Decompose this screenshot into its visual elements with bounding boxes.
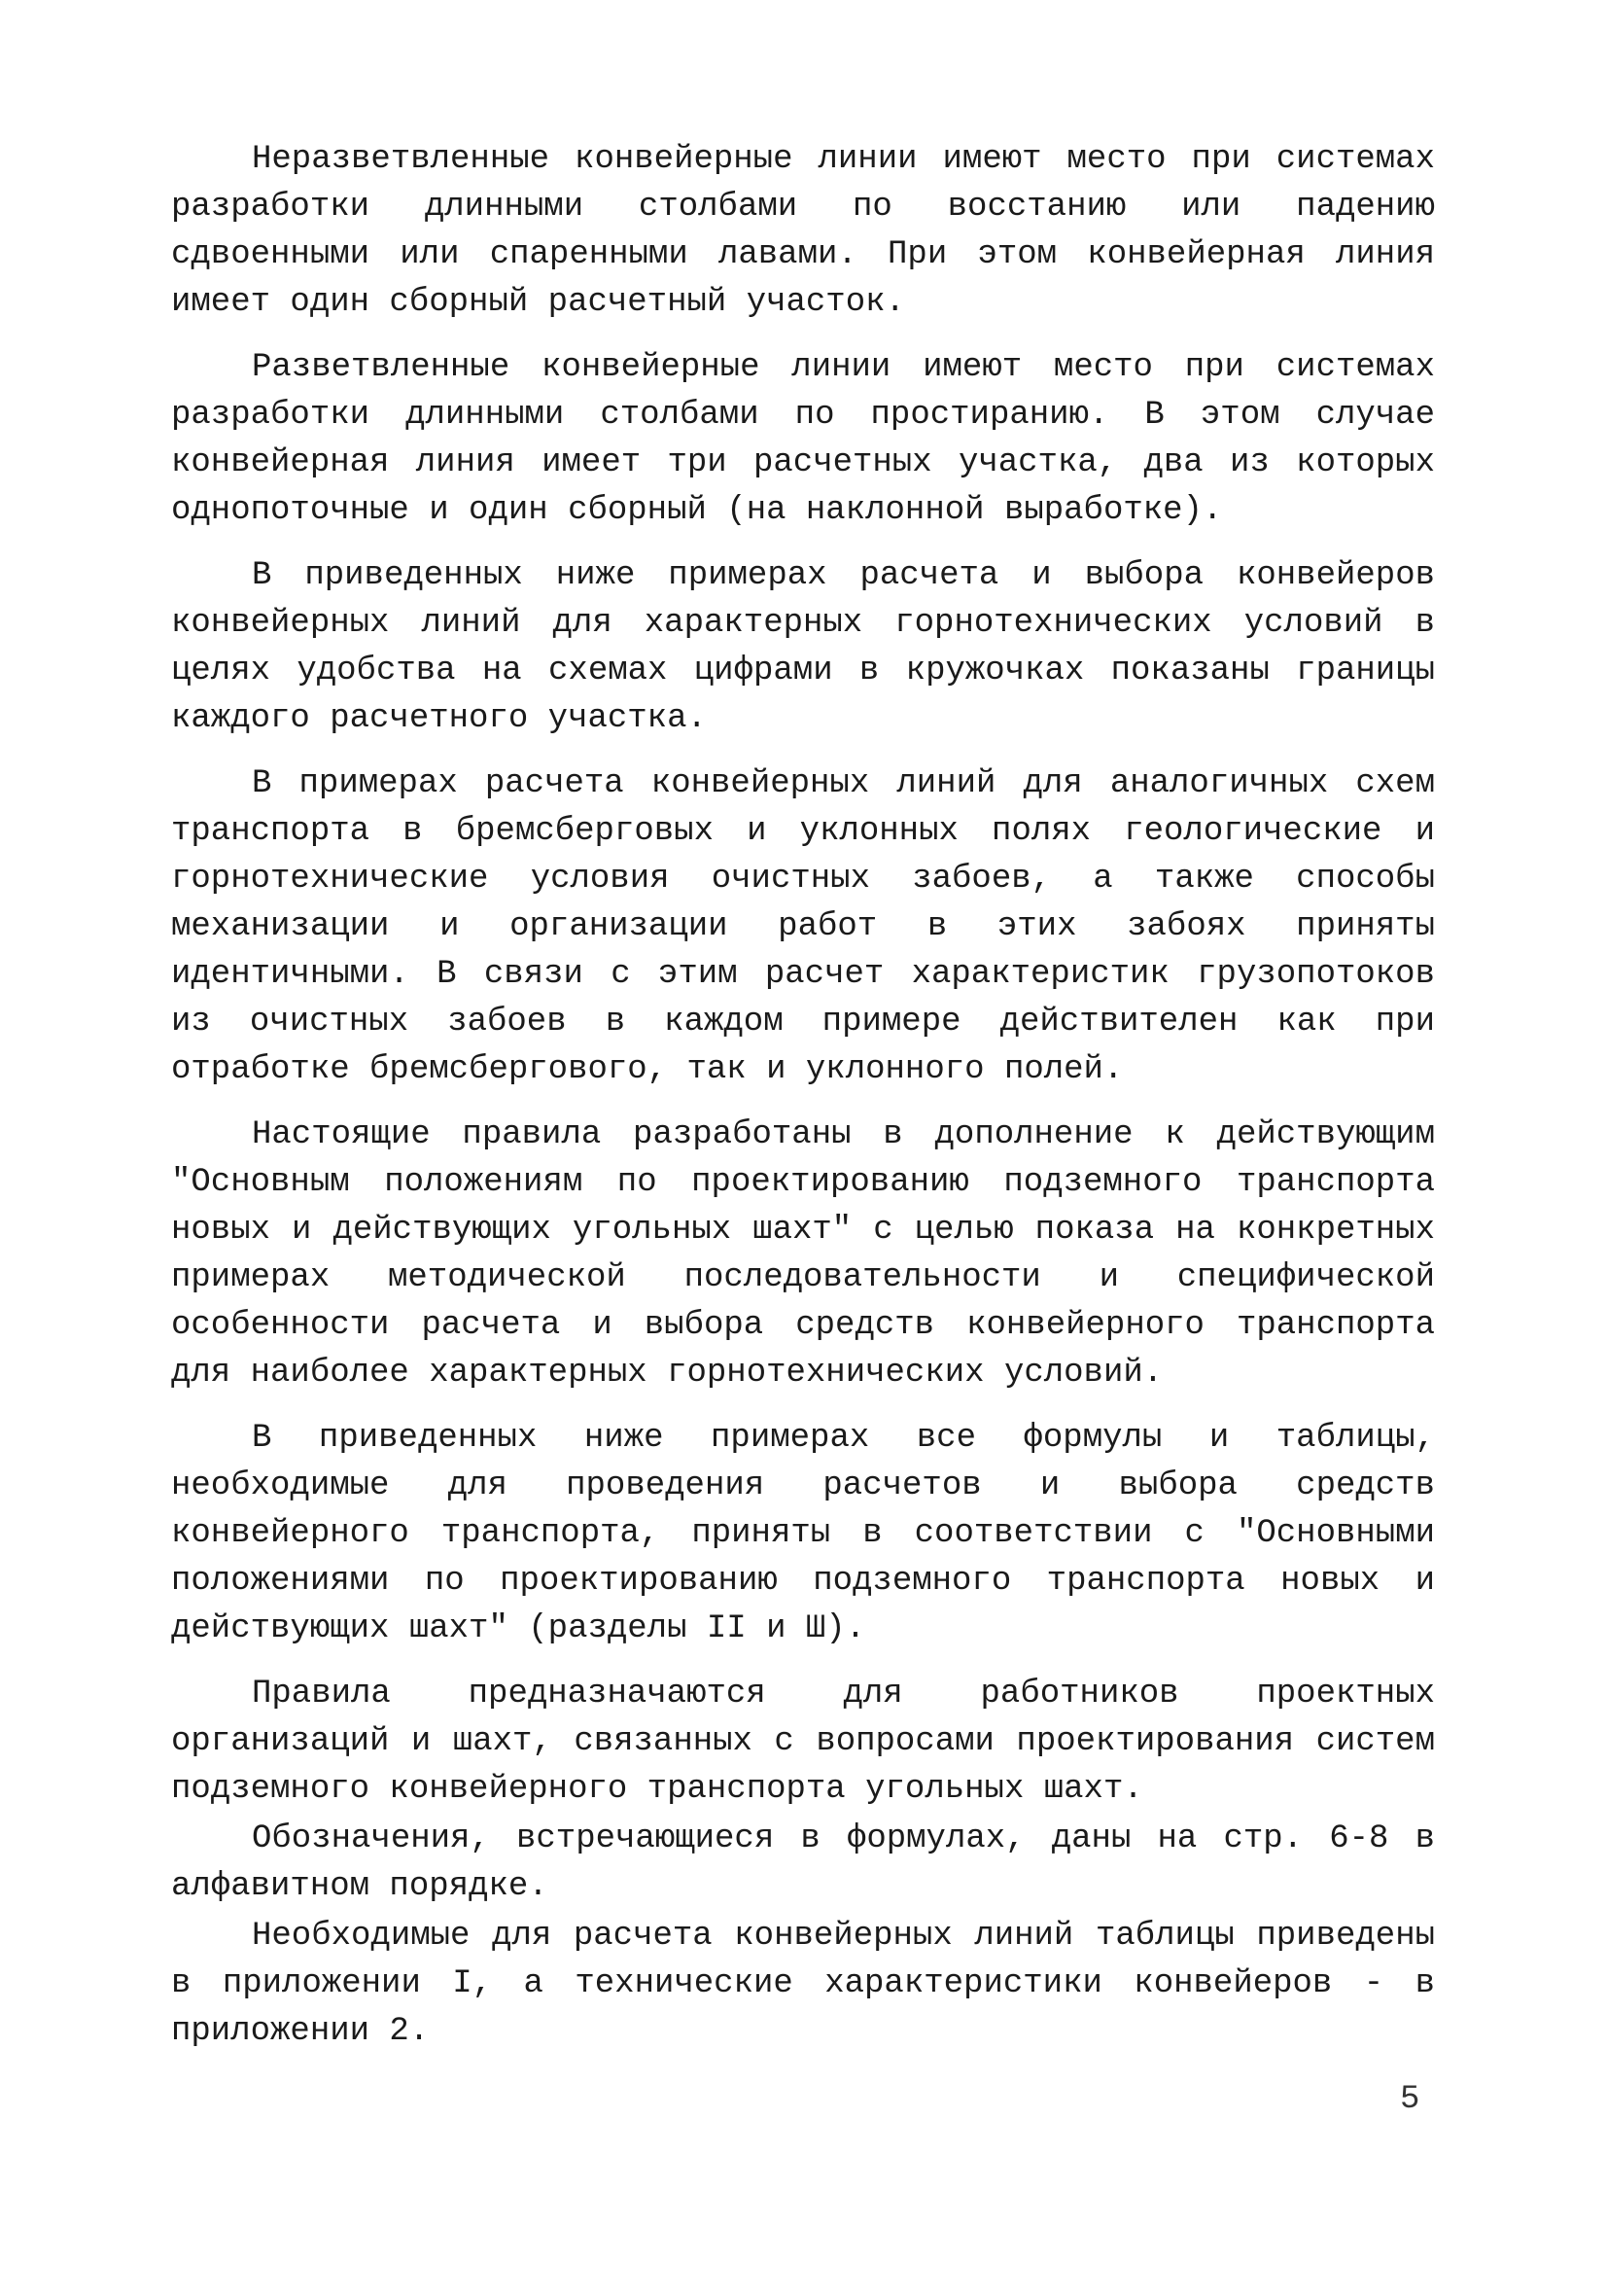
paragraph-rules-purpose: Настоящие правила разработаны в дополнение к действующим "Основным положениям по проектированию подземного транспорта новых и действующих угольных шахт" с целью показа на конкретных примерах методической последовательности и специфической особенности расчета и выбора средств конвейерного транспорта для наиболее характерных горнотехнических условий.	[171, 1116, 1435, 1392]
paragraph-appendices: Необходимые для расчета конвейерных линий таблицы приведены в приложении I, а технические характеристики конвейеров - в приложении 2.	[171, 1918, 1435, 2050]
paragraph-examples-conditions: В примерах расчета конвейерных линий для аналогичных схем транспорта в бремсберговых и уклонных полях геологические и горнотехнические условия очистных забоев, а также способы механизации и организации работ в этих забоях приняты идентичными. В связи с этим расчет характеристик грузопотоков из очистных забоев в каждом примере действителен как при отработке бремсбергового, так и уклонного полей.	[171, 765, 1435, 1088]
page-number: 5	[1400, 2081, 1420, 2118]
paragraph-examples-boundaries: В приведенных ниже примерах расчета и выбора конвейеров конвейерных линий для характерных горнотехнических условий в целях удобства на схемах цифрами в кружочках показаны границы каждого расчетного участка.	[171, 557, 1435, 737]
paragraph-notation: Обозначения, встречающиеся в формулах, даны на стр. 6-8 в алфавитном порядке.	[171, 1820, 1435, 1905]
paragraph-audience: Правила предназначаются для работников проектных организаций и шахт, связанных с вопросами проектирования систем подземного конвейерного транспорта угольных шахт.	[171, 1676, 1435, 1808]
paragraph-formulas-tables: В приведенных ниже примерах все формулы и таблицы, необходимые для проведения расчетов и выбора средств конвейерного транспорта, приняты в соответствии с "Основными положениями по проектированию подземного транспорта новых и действующих шахт" (разделы II и Ш).	[171, 1420, 1435, 1647]
body-text	[171, 136, 1435, 2056]
paragraph-unbranched-lines: Неразветвленные конвейерные линии имеют место при системах разработки длинными столбами по восстанию или падению сдвоенными или спаренными лавами. При этом конвейерная линия имеет один сборный расчетный участок.	[171, 141, 1435, 321]
paragraph-branched-lines: Разветвленные конвейерные линии имеют место при системах разработки длинными столбами по простиранию. В этом случае конвейерная линия имеет три расчетных участка, два из которых однопоточные и один сборный (на наклонной выработке).	[171, 349, 1435, 529]
